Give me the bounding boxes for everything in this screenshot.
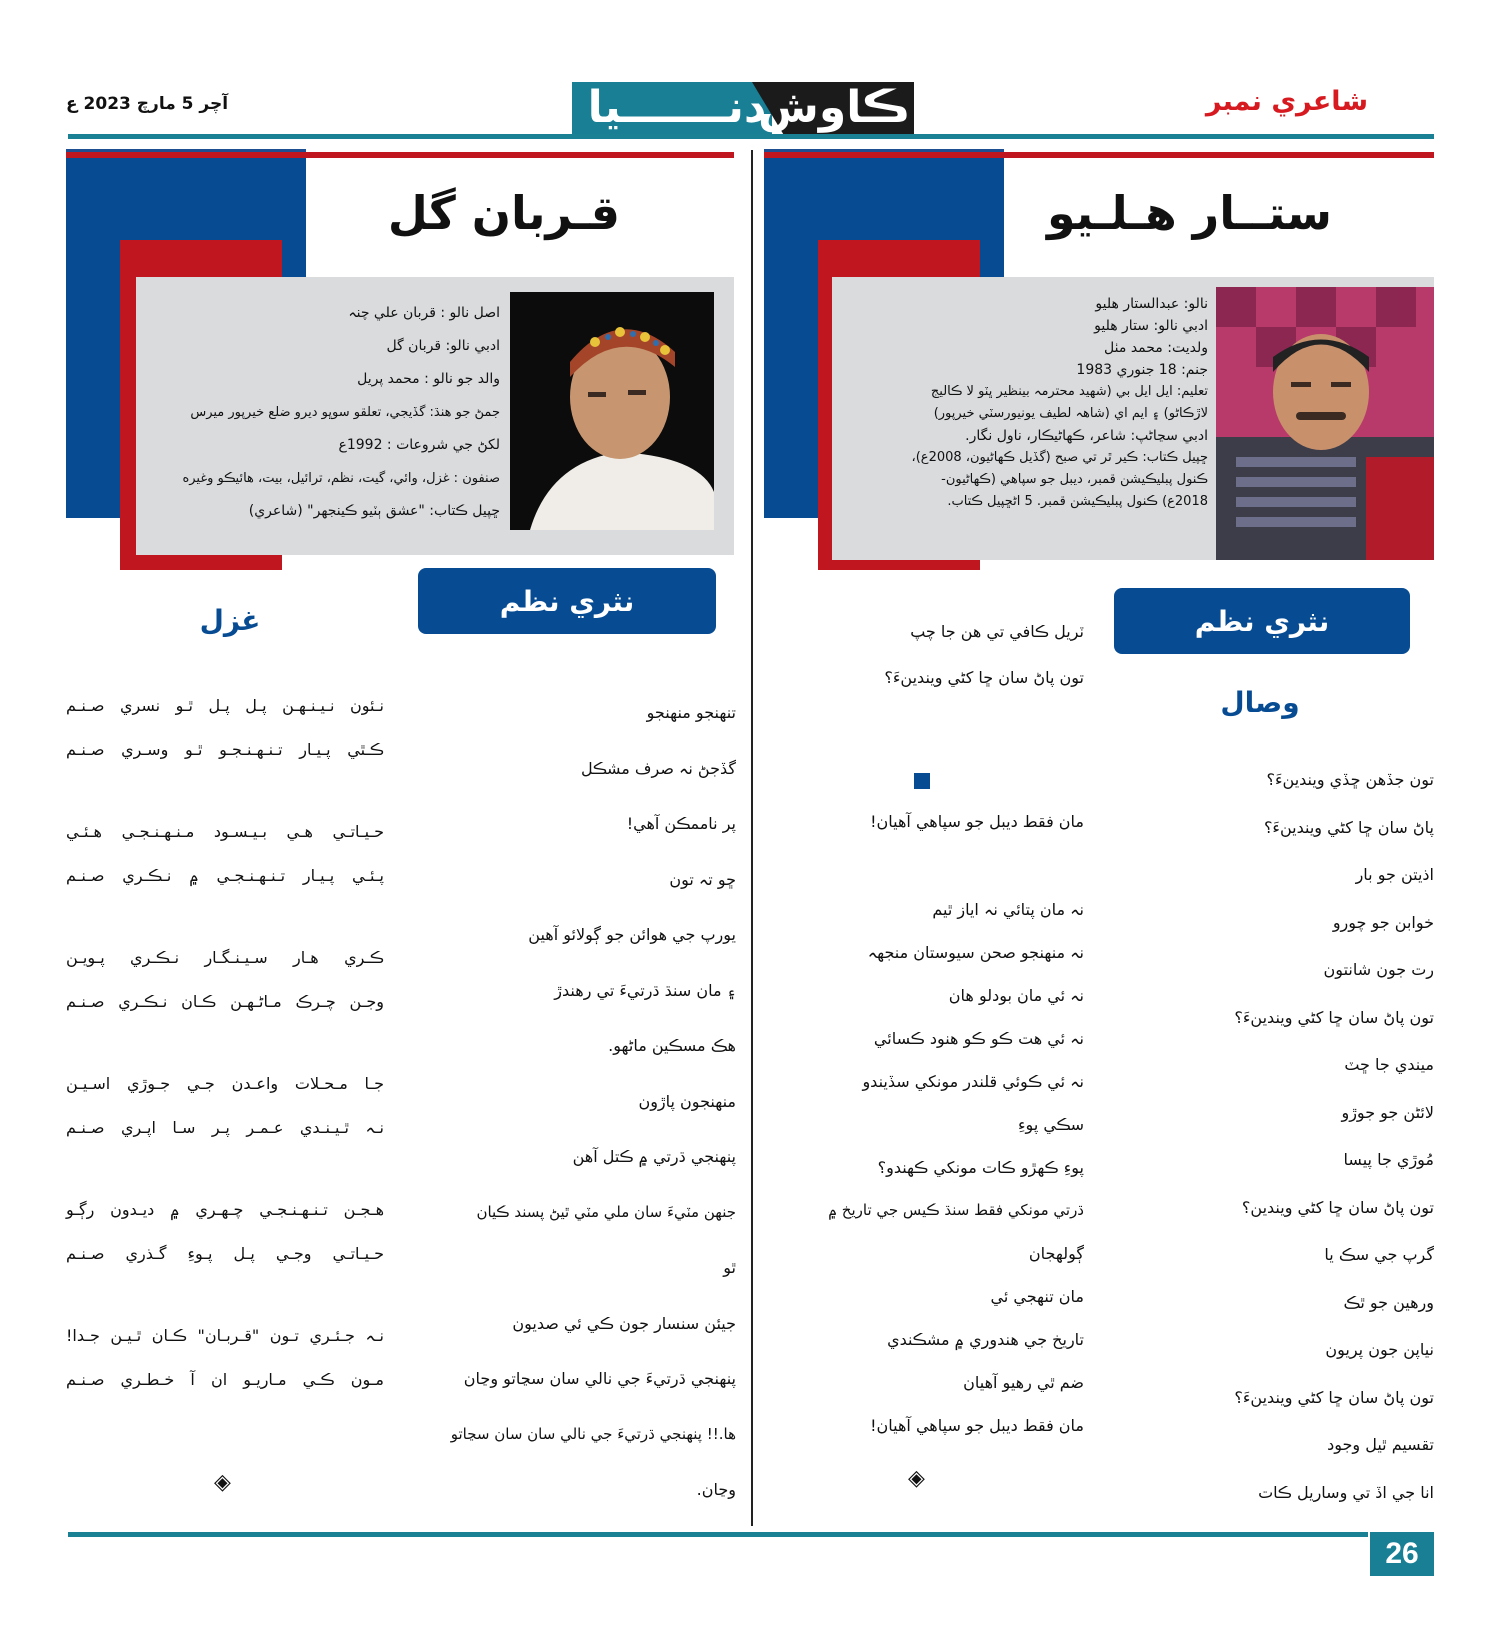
left-label-prose-poem: نثري نظم: [418, 568, 716, 634]
poem-line: ڳولهجان: [1028, 1244, 1084, 1263]
ghazal-couplet: [66, 1074, 384, 1200]
poem-line: ۽ مان سنڌ ڌرتيءَ تي رهندڙ: [554, 980, 736, 1000]
right-bio-line: 2018ع) ڪنول پبليڪيشن قمبر. 5 اڻڇپيل ڪتاب.: [947, 494, 1208, 509]
ghazal-line: هـجـن تـنـهـنـجـي چـهـري ۾ ديـدون رڳـو: [66, 1200, 384, 1219]
poem-line: سڪي پوءِ: [1018, 1115, 1084, 1134]
poem-line: نہ ئي مان بودلو هان: [948, 986, 1084, 1005]
poem-line: اذيتن جو بار: [1355, 865, 1434, 884]
ghazal-couplet: [66, 1326, 384, 1426]
issue-date: آچر 5 مارچ 2023 ع: [66, 94, 229, 114]
right-bio-line: ولديت: محمد مٺل: [1104, 340, 1208, 356]
right-bio-line: تعليم: ايل ايل بي (شهيد محترمہ بينظير ڀٽو لا ڪاليج: [930, 384, 1208, 399]
poem-line: نہ منهنجو صحن سيوستان منجهہ: [867, 943, 1084, 962]
poem-line: ٽريل ڪافي تي هن جا چپ: [910, 622, 1084, 641]
right-bio-line: لاڙڪاڻو) ۽ ايم اي (شاهہ لطيف يونيورسٽي خيرپور): [933, 406, 1208, 421]
poem-line: ها.!! پنهنجي ڌرتيءَ جي نالي سان سان سڃاتو: [450, 1424, 736, 1443]
left-poet-photo: [510, 292, 714, 530]
right-bio-line: ڇپيل ڪتاب: ڪير ٿر تي صبح (گڏيل ڪهاڻيون، 2008ع)،: [911, 450, 1208, 465]
left-bio-line: لکڻ جي شروعات : 1992ع: [338, 437, 500, 453]
poem-line: نہ مان پتائي نہ اياز ٿيم: [932, 900, 1084, 919]
right-poem-continuation-b: [764, 812, 1084, 831]
poem-line: ميندي جا ڇٽ: [1344, 1055, 1434, 1074]
poem-line: مان فقط ديبل جو سپاهي آهيان!: [870, 1416, 1084, 1435]
ghazal-line: ڪـٿي پـيـار تـنـهـنـجـو ٿـو وسـري صـنـم: [66, 740, 384, 759]
poem-line: تون پاڻ سان ڇا کڻي ويندينءَ؟: [1234, 1387, 1434, 1407]
left-bio-line: اصل نالو : قربان علي چنہ: [348, 305, 500, 321]
ghazal-line: جـا مـحـلات واعـدن جـي جـوڙي اسـيـن: [66, 1074, 384, 1093]
poem-line: تاريخ جي هندوري ۾ مشڪندي: [887, 1330, 1084, 1349]
page-number: 26: [1370, 1532, 1434, 1576]
ghazal-line: ڪـري هـار سـيـنـگـار نـڪـري پـويـن: [66, 948, 384, 967]
poem-line: پنهنجي ڌرتي ۾ ڪتل آهن: [572, 1147, 736, 1166]
poem-line: گرپ جي سڪ يا: [1324, 1245, 1434, 1264]
poem-line: نہ ئي هت ڪو ڪو هنود ڪسائي: [873, 1029, 1084, 1048]
footer-rule: [68, 1532, 1368, 1537]
poem-line: نياپن جون پريون: [1325, 1340, 1434, 1359]
right-poem-title: وصال: [1220, 686, 1300, 719]
ghazal-title: غزل: [199, 604, 261, 637]
poem-line: جيئن سنسار جون ڪي ئي صديون: [512, 1313, 736, 1333]
poem-line: ضم ٿي رهيو آهيان: [963, 1373, 1084, 1392]
right-bio-line: ادبي سڃاڻپ: شاعر، ڪهاڻيڪار، ناول نگار.: [965, 428, 1208, 444]
masthead-dunya: دنـــــــيا: [587, 82, 767, 133]
ghazal-line: نـہ جـئـري تـون "قـربـان" ڪـان ٿـيـن جـدا!: [66, 1326, 384, 1345]
poem-line: مان تنهجي ئي: [990, 1287, 1084, 1306]
poem-line: مُوڙي جا پيسا: [1343, 1150, 1434, 1169]
poem-line: لائڻن جو جوڙو: [1341, 1102, 1434, 1122]
poem-line: خوابن جو چورو: [1332, 912, 1434, 932]
ghazal-line: مـون ڪـي مـاريـو ان آ خـطـري صـنـم: [66, 1370, 384, 1389]
ghazal-line: حـيـاتـي وجـي پـل پـوءِ گـذري صـنـم: [66, 1244, 384, 1263]
ghazal: [66, 696, 384, 1426]
left-bio-line: ادبي نالو: قربان گل: [386, 338, 500, 354]
right-bio-line: ڪنول پبليڪيشن قمبر، ديبل جو سپاهي (ڪهاڻيون-: [941, 472, 1208, 487]
right-end-mark-icon: ◈: [908, 1466, 925, 1491]
column-divider: [751, 150, 753, 1526]
ghazal-couplet: [66, 822, 384, 948]
ghazal-couplet: [66, 696, 384, 822]
poem-line: پوءِ ڪهڙو ڪات مونکي ڪهندو؟: [877, 1158, 1084, 1177]
right-poem-continuation-c: [764, 900, 1084, 1459]
poem-line: گڏجڻ نہ صرف مشڪل: [580, 758, 736, 778]
ghazal-line: حـيـاتـي هـي بـيـسـود مـنـهـنـجـي هـئـي: [66, 822, 384, 841]
ghazal-couplet: [66, 1200, 384, 1326]
poem-line: وڃان.: [696, 1480, 736, 1499]
left-bio-line: جمڻ جو هنڌ: گڏيجي، تعلقو سوڀو ديرو ضلع خيرپور ميرس: [190, 405, 500, 420]
section-break-square: [914, 773, 930, 789]
right-poet-photo: [1216, 287, 1434, 560]
poem-line: پنهنجي ڌرتيءَ جي نالي سان سڃاتو وڃان: [463, 1369, 736, 1388]
poem-line: ڇو تہ تون: [669, 869, 736, 889]
poem-line: مان فقط ديبل جو سپاهي آهيان!: [870, 812, 1084, 831]
left-poet-name: قـربان گل: [387, 186, 620, 240]
poem-line: ٿو: [723, 1258, 736, 1277]
ghazal-couplet: [66, 948, 384, 1074]
poem-line: تون پاڻ سان ڇا کڻي ويندينءَ؟: [1234, 1007, 1434, 1027]
right-poet-name: ستــار هـلـيو: [1047, 186, 1332, 240]
poem-line: جنهن مٽيءَ سان ملي مٽي ٿيڻ پسند ڪيان: [476, 1202, 736, 1221]
poem-line: تنهنجو منهنجو: [646, 703, 736, 722]
left-end-mark-icon: ◈: [214, 1470, 231, 1495]
header-rule: [68, 134, 1434, 139]
poem-line: هڪ مسڪين ماڻهو.: [608, 1036, 736, 1055]
poem-line: تقسيم ٿيل وجود: [1327, 1435, 1434, 1454]
left-prose-poem: [400, 703, 736, 1536]
poem-line: ورهين جو ٿڪ: [1343, 1292, 1434, 1312]
right-bio-line: نالو: عبدالستار هليو: [1095, 296, 1208, 312]
ghazal-line: نـہ ٿـيـنـدي عـمـر پـر سـا اپـري صـنـم: [66, 1118, 384, 1137]
poem-line: انا جي اڏ تي وساريل ڪات: [1258, 1482, 1434, 1502]
right-poem-continuation-a: [764, 622, 1084, 714]
right-label-prose-poem: نثري نظم: [1114, 588, 1410, 654]
poem-line: تون پاڻ سان ڇا کڻي ويندين؟: [1241, 1197, 1434, 1217]
poem-line: تون جڏهن ڇڏي ويندينءَ؟: [1266, 770, 1434, 789]
poem-line: رت جون شانتون: [1323, 960, 1434, 979]
ghazal-line: نـئون نـيـنـهـن پـل پـل ٿـو نسري صـنـم: [66, 696, 384, 715]
poem-line: منهنجون پاڙون: [638, 1091, 736, 1111]
poem-line: نہ ئي ڪوئي قلندر مونکي سڏيندو: [862, 1072, 1084, 1091]
ghazal-line: وجـن چـرڪ مـاڻـهـن ڪـان نـڪـري صـنـم: [66, 992, 384, 1011]
right-poem-visal: [1134, 770, 1434, 1530]
left-bio-line: صنفون : غزل، وائي، گيت، نظم، ترائيل، بيت، هائيڪو وغيره: [182, 471, 500, 486]
section-title: شاعري نمبر: [1205, 86, 1368, 117]
poem-line: ڌرتي مونکي فقط سنڌ ڪيس جي تاريخ ۾: [828, 1201, 1084, 1219]
masthead-kawish: ڪاوش: [758, 82, 910, 133]
left-bio-line: والد جو نالو : محمد پريل: [357, 371, 500, 387]
poem-line: يورپ جي هوائن جو ڳولائو آهين: [528, 925, 736, 944]
right-bio-line: ادبي نالو: ستار هليو: [1094, 318, 1208, 334]
right-portrait-illustration: [1216, 287, 1434, 560]
left-bio-list: [150, 297, 500, 528]
ghazal-line: پـئـي پـيـار تـنـهـنـجـي ۾ نـڪـري صـنـم: [66, 866, 384, 885]
poem-line: پاڻ سان ڇا کڻي ويندينءَ؟: [1263, 817, 1434, 837]
poem-line: پر ناممڪن آهي!: [626, 814, 736, 833]
poem-line: تون پاڻ سان ڇا کڻي ويندينءَ؟: [884, 668, 1084, 687]
left-portrait-illustration: [510, 292, 714, 530]
right-bio-list: [842, 293, 1208, 513]
left-bio-line: ڇپيل ڪتاب: "عشق ٻٽيو ڪينجهر" (شاعري): [248, 503, 500, 519]
right-bio-line: جنم: 18 جنوري 1983: [1076, 362, 1208, 378]
